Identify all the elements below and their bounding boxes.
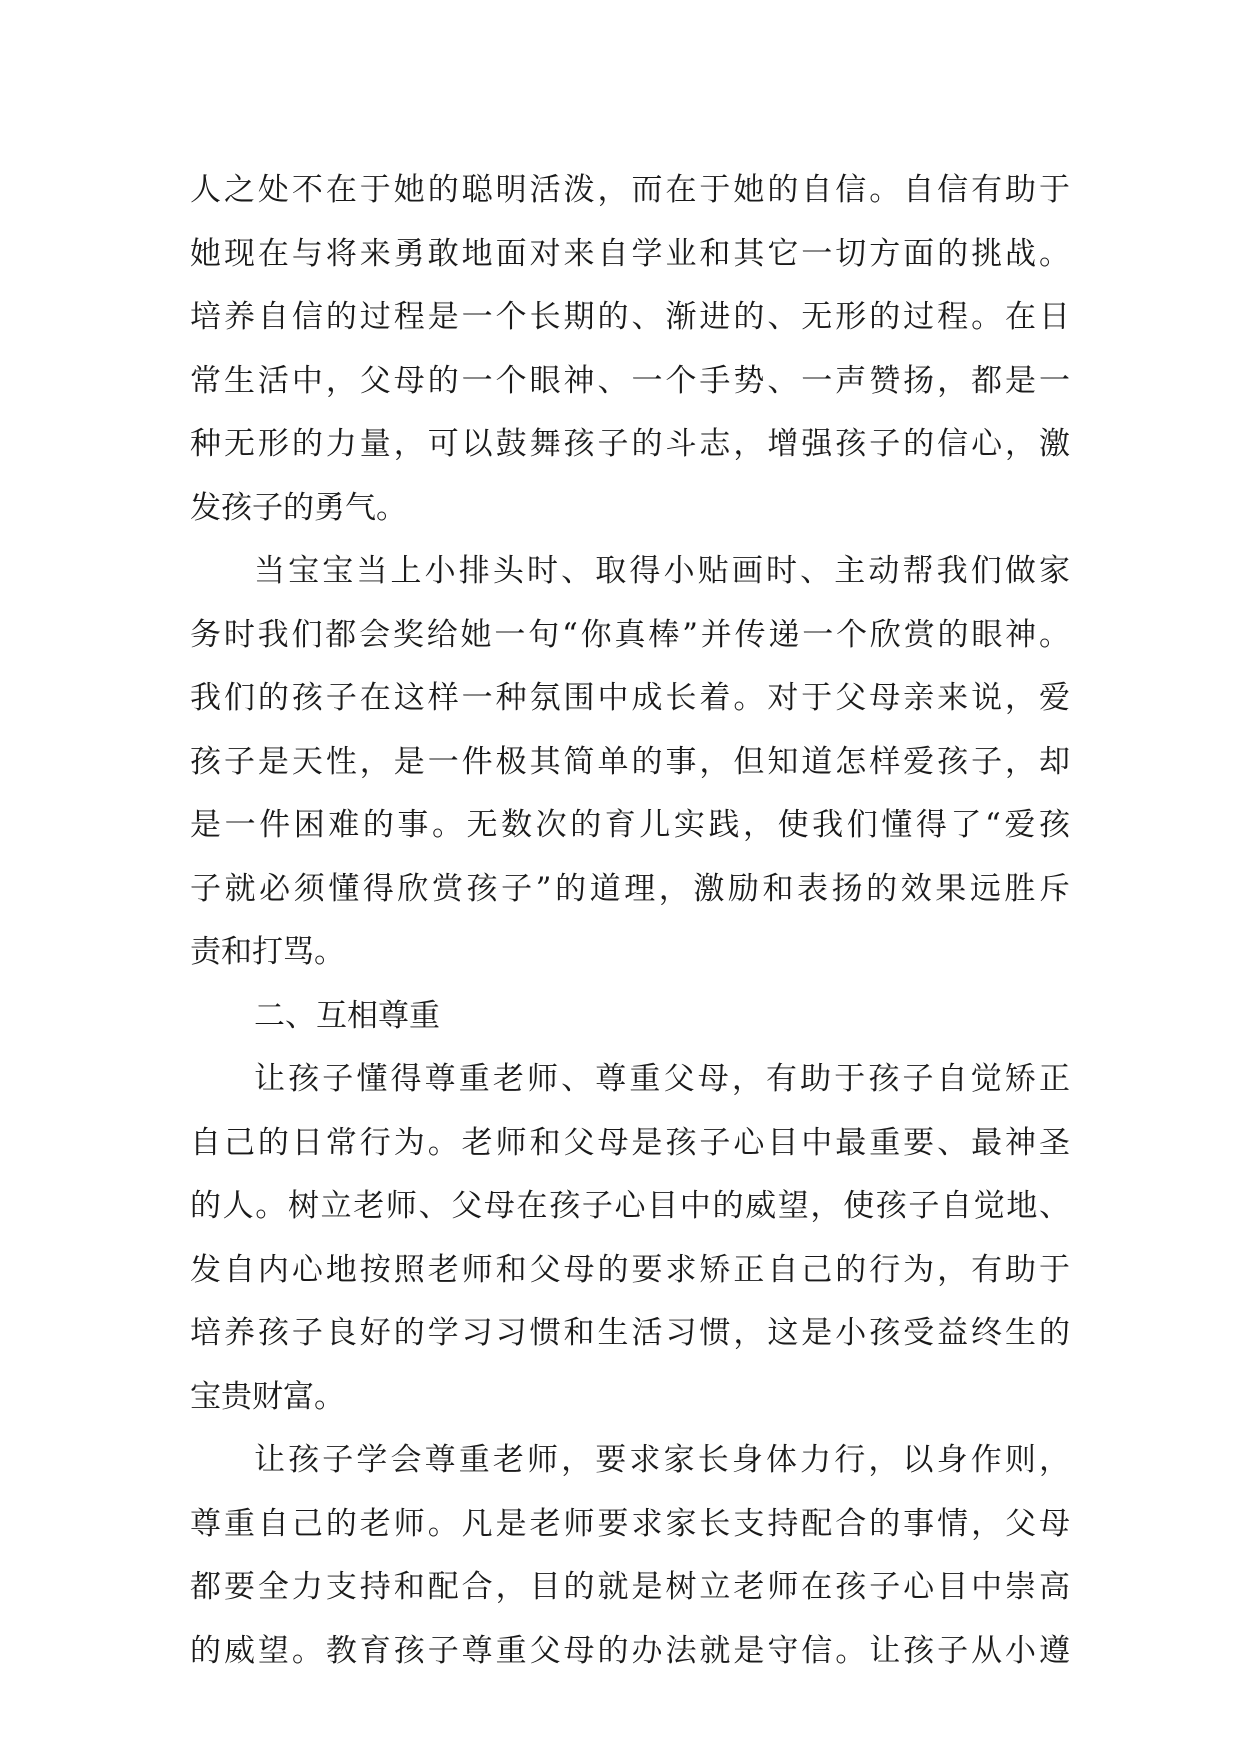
text-line: 宝贵财富。 — [190, 1378, 345, 1415]
text-line: 发自内心地按照老师和父母的要求矫正自己的行为，有助于 — [190, 1251, 1070, 1288]
document-body — [190, 159, 1070, 1683]
text-line: 让孩子学会尊重老师，要求家长身体力行，以身作则， — [254, 1442, 1070, 1478]
text-line: 二、互相尊重 — [254, 997, 440, 1034]
text-line: 的人。树立老师、父母在孩子心目中的威望，使孩子自觉地、 — [190, 1188, 1070, 1224]
text-line: 责和打骂。 — [190, 934, 345, 970]
text-line: 都要全力支持和配合，目的就是树立老师在孩子心目中崇高 — [190, 1569, 1070, 1605]
text-line: 常生活中，父母的一个眼神、一个手势、一声赞扬，都是一 — [190, 362, 1070, 399]
text-line: 发孩子的勇气。 — [190, 489, 407, 526]
text-line: 的威望。教育孩子尊重父母的办法就是守信。让孩子从小遵 — [190, 1632, 1070, 1669]
text-line: 培养孩子良好的学习习惯和生活习惯，这是小孩受益终生的 — [190, 1315, 1070, 1351]
text-line: 自己的日常行为。老师和父母是孩子心目中最重要、最神圣 — [190, 1124, 1070, 1161]
text-line: 我们的孩子在这样一种氛围中成长着。对于父母亲来说，爱 — [190, 680, 1070, 716]
text-line: 当宝宝当上小排头时、取得小贴画时、主动帮我们做家 — [254, 553, 1070, 589]
text-line: 务时我们都会奖给她一句“你真棒”并传递一个欣赏的眼神。 — [190, 616, 1070, 653]
text-line: 她现在与将来勇敢地面对来自学业和其它一切方面的挑战。 — [190, 235, 1070, 272]
text-line: 子就必须懂得欣赏孩子”的道理，激励和表扬的效果远胜斥 — [190, 870, 1070, 907]
text-line: 是一件困难的事。无数次的育儿实践，使我们懂得了“爱孩 — [190, 807, 1070, 843]
text-line: 孩子是天性，是一件极其简单的事，但知道怎样爱孩子，却 — [190, 743, 1070, 780]
text-line: 培养自信的过程是一个长期的、渐进的、无形的过程。在日 — [190, 299, 1070, 335]
text-line: 人之处不在于她的聪明活泼，而在于她的自信。自信有助于 — [190, 172, 1070, 208]
text-line: 让孩子懂得尊重老师、尊重父母，有助于孩子自觉矫正 — [254, 1061, 1070, 1097]
text-line: 尊重自己的老师。凡是老师要求家长支持配合的事情，父母 — [190, 1505, 1070, 1542]
text-line: 种无形的力量，可以鼓舞孩子的斗志，增强孩子的信心，激 — [190, 426, 1070, 462]
